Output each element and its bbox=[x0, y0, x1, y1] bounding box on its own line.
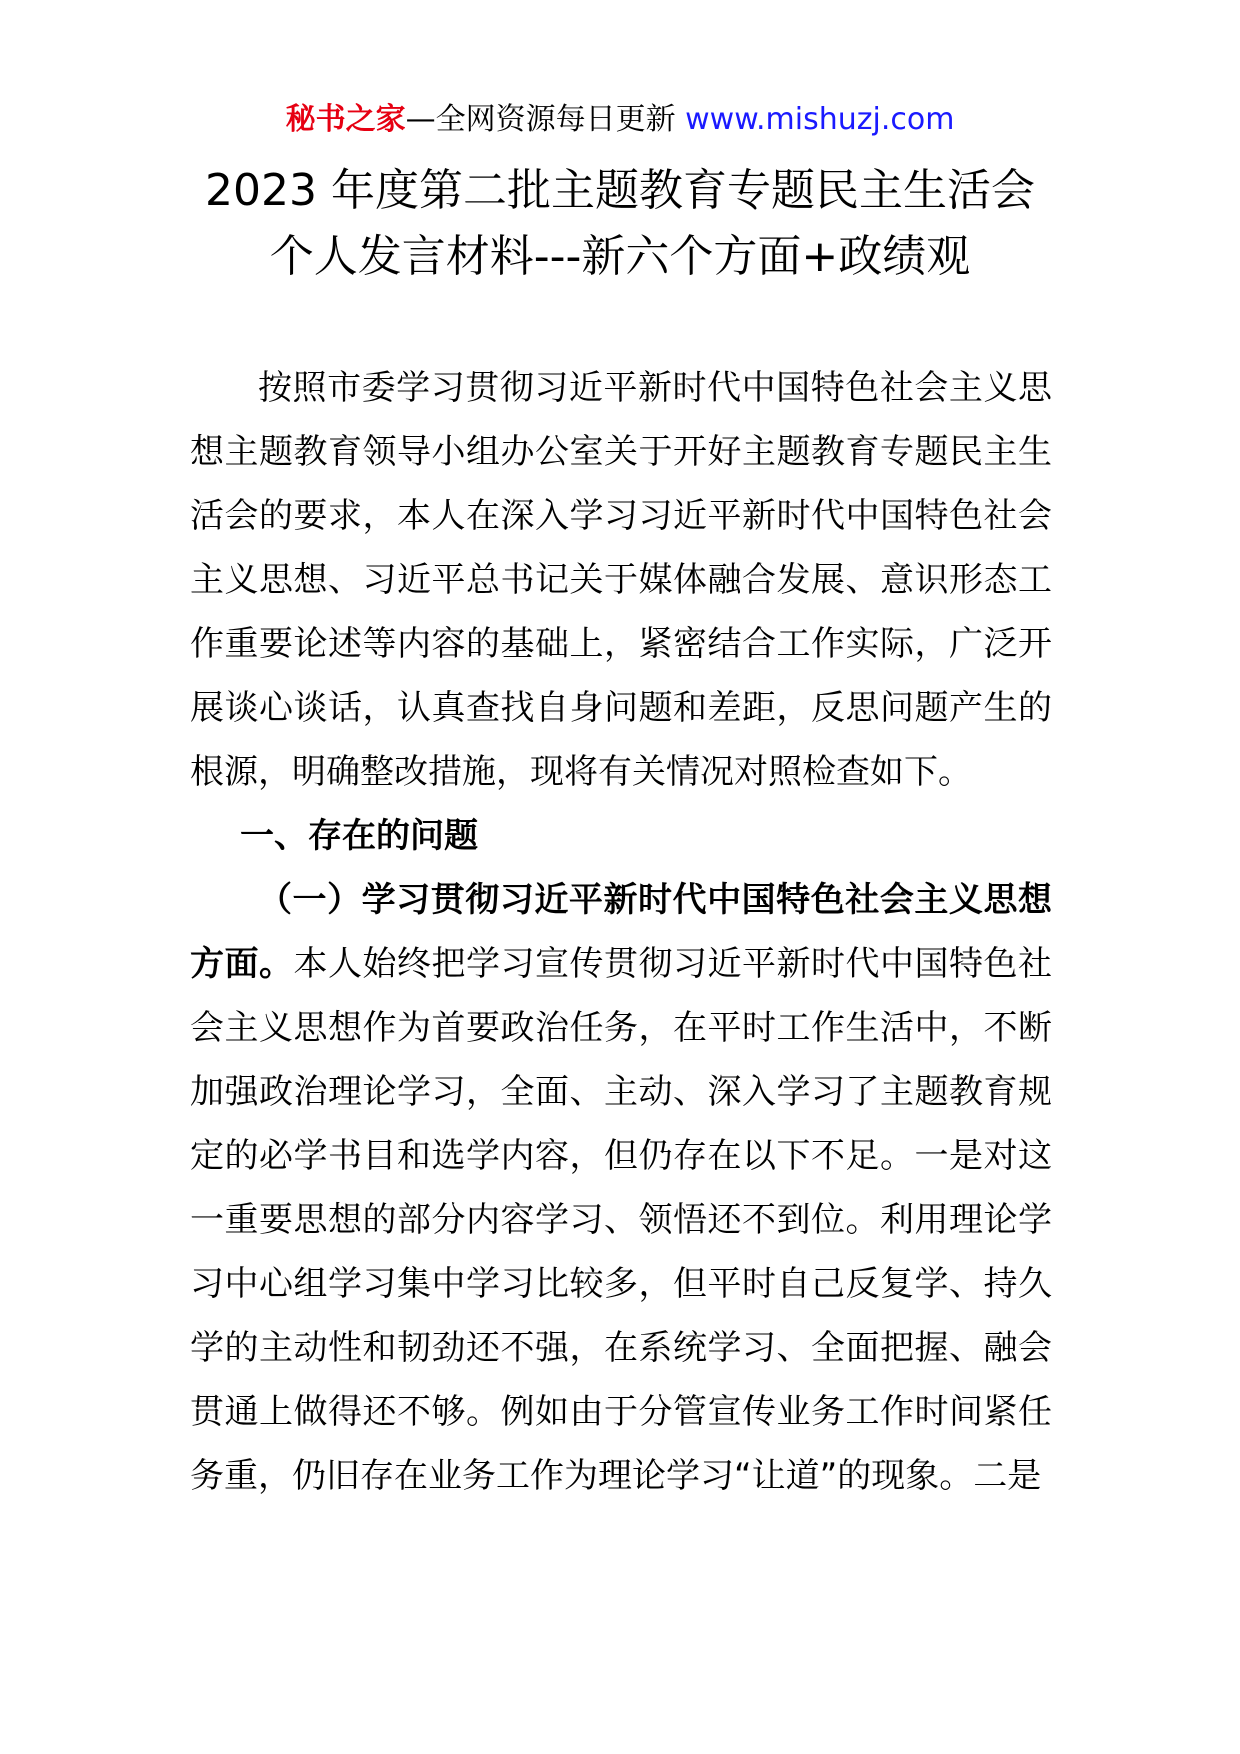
document-title-line-2: 个人发言材料---新六个方面+政绩观 bbox=[269, 231, 971, 282]
intro-paragraph: 按照市委学习贯彻习近平新时代中国特色社会主义思想主题教育领导小组办公室关于开好主题教育专题民主生活会的要求，本人在深入学习习近平新时代中国特色社会主义思想、习近平总书记关于媒体融合发展、意识形态工作重要论述等内容的基础上，紧密结合工作实际，广泛开展谈心谈话，认真查找自身问题和差距，反思问题产生的根源，明确整改措施，现将有关情况对照检查如下。 bbox=[190, 368, 1052, 792]
intro-paragraph-block bbox=[190, 356, 1052, 804]
subsection-body: 本人始终把学习宣传贯彻习近平新时代中国特色社会主义思想作为首要政治任务，在平时工作生活中，不断加强政治理论学习，全面、主动、深入学习了主题教育规定的必学书目和选学内容，但仍存在以下不足。一是对这一重要思想的部分内容学习、领悟还不到位。利用理论学习中心组学习集中学习比较多，但平时自己反复学、持久学的主动性和韧劲还不强，在系统学习、全面把握、融会贯通上做得还不够。例如由于分管宣传业务工作时间紧任务重，仍旧存在业务工作为理论学习“让道”的现象。二是 bbox=[190, 944, 1052, 1496]
site-tagline: —全网资源每日更新 bbox=[405, 102, 686, 137]
section-heading: 一、存在的问题 bbox=[240, 816, 478, 856]
site-brand: 秘书之家 bbox=[285, 102, 406, 137]
subsection-heading: （一）学习贯彻习近平新时代中国特色社会主义思想方面。 bbox=[190, 880, 1052, 984]
document-title-line-1: 2023 年度第二批主题教育专题民主生活会 bbox=[205, 165, 1035, 216]
site-header bbox=[0, 100, 1240, 140]
section-paragraph bbox=[190, 868, 1052, 1508]
site-url-link[interactable]: www.mishuzj.com bbox=[685, 102, 955, 137]
section-paragraph-block bbox=[190, 868, 1052, 1508]
